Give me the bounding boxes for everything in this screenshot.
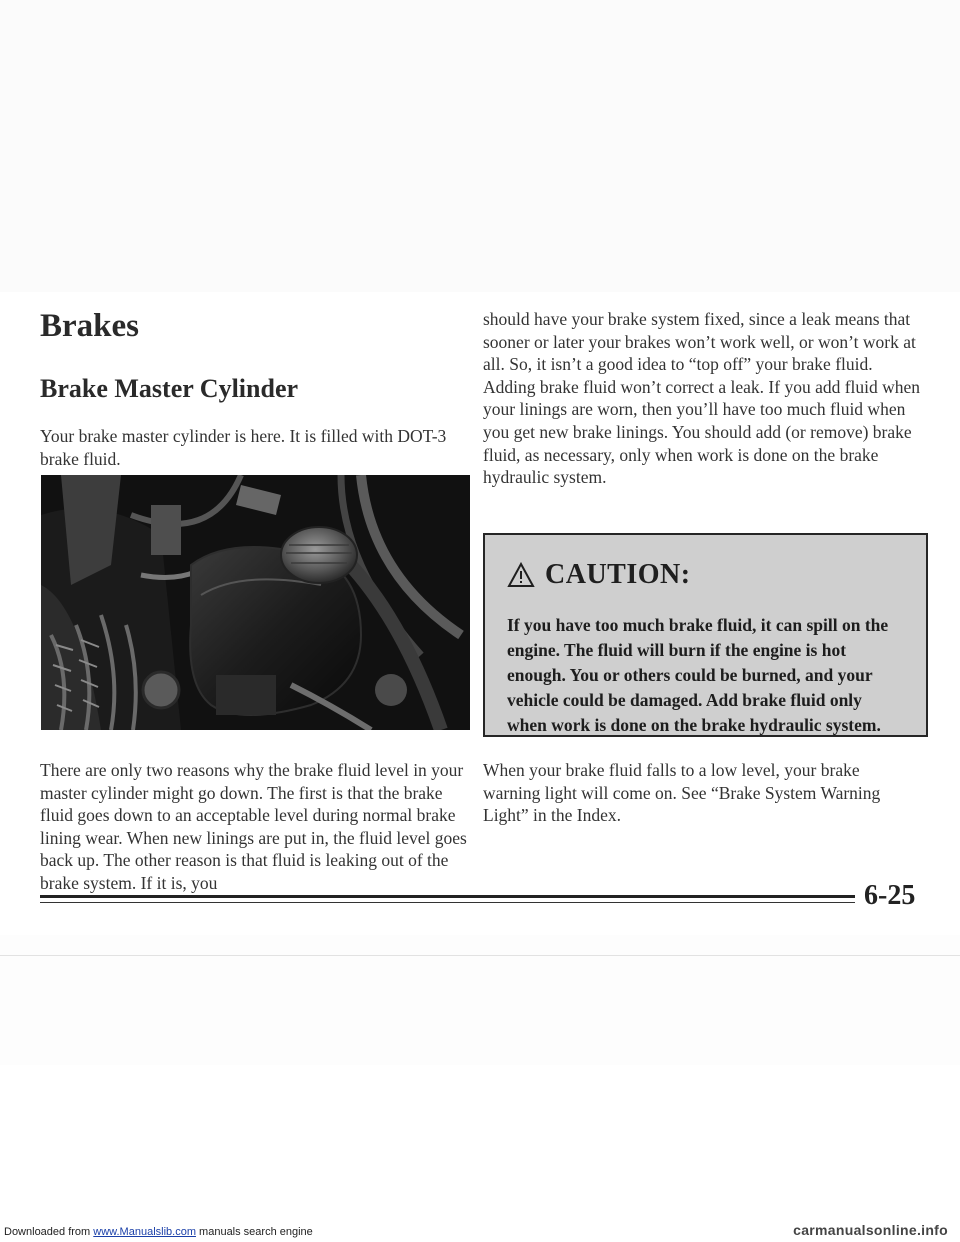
manualslib-link[interactable]: www.Manualslib.com [93,1226,196,1238]
page-number: 6-25 [864,880,916,911]
watermark-text: carmanualsonline.info [793,1222,948,1238]
footer-suffix: manuals search engine [199,1226,313,1238]
caution-text: If you have too much brake fluid, it can spill on the engine. The fluid will burn if the engine is hot enough. You or others could be burned, and your vehicle could be damaged. Add brake fluid only when work is done on the brake hydraulic system. [507,615,889,735]
brake-master-cylinder-photo [41,475,470,730]
page-heading: Brakes [40,308,139,344]
brake-fluid-level-paragraph: There are only two reasons why the brake fluid level in your master cylinder might go down. The first is that the brake fluid goes down to an acceptable level during normal brake lining wear. When new linings are put in, the fluid level goes back up. The other reason is that fluid is leaking out of the brake system. If it is, you [40,760,467,893]
footer-rule-thick [40,895,855,898]
footer-prefix: Downloaded from [4,1226,91,1238]
warning-light-paragraph: When your brake fluid falls to a low level, your brake warning light will come on. See “Brake System Warning Light” in the Index. [483,760,881,826]
caution-box [483,533,928,737]
download-footer [4,1226,313,1238]
top-margin [0,0,960,292]
caution-label: CAUTION: [545,559,691,590]
intro-paragraph: Your brake master cylinder is here. It is filled with DOT-3 brake fluid. [40,426,447,469]
engine-bay-image [41,475,470,730]
warning-triangle-icon [507,562,535,588]
section-heading: Brake Master Cylinder [40,374,299,403]
bottom-divider [0,955,960,956]
caution-title [507,553,904,597]
footer-rule-thin [40,902,855,903]
brake-system-paragraph: should have your brake system fixed, since a leak means that sooner or later your brakes won’t work well, or won’t work at all. So, it isn’t a good idea to “top off” your brake fluid. Adding brake fluid won’t correct a leak. If you add fluid when your linings are worn, then you’ll have too much fluid when you get new brake linings. You should add (or remove) brake fluid, as necessary, only when work is done on the brake hydraulic system. [483,309,921,488]
